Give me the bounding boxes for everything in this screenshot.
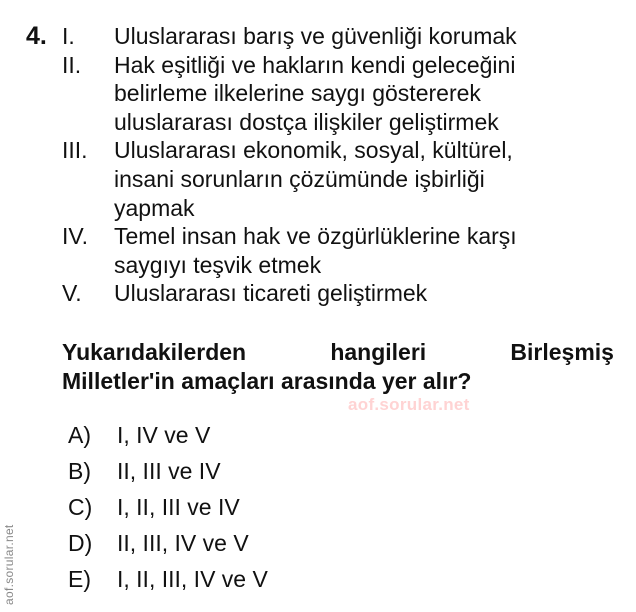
statement-5-line-1: Uluslararası ticareti geliştirmek xyxy=(114,280,428,307)
statement-3-numeral: III. xyxy=(62,137,88,164)
option-e-letter: E) xyxy=(68,566,91,592)
option-d-letter: D) xyxy=(68,530,93,556)
statement-2-line-2: belirleme ilkelerine saygı göstererek xyxy=(114,80,481,107)
statement-1 xyxy=(62,22,562,51)
statement-4-line-1: Temel insan hak ve özgürlüklerine karşı xyxy=(114,223,517,250)
site-watermark: aof.sorular.net xyxy=(348,395,470,414)
option-c-text: I, II, III ve IV xyxy=(117,494,240,520)
option-a-letter: A) xyxy=(68,422,91,448)
statement-3-line-1: Uluslararası ekonomik, sosyal, kültürel, xyxy=(114,137,513,164)
question-stem-line-2: Milletler'in amaçları arasında yer alır? xyxy=(62,367,472,394)
option-b-letter: B) xyxy=(68,458,91,484)
statement-3-line-3: yapmak xyxy=(114,194,195,221)
statement-2-numeral: II. xyxy=(62,51,82,78)
stem-word-2: hangileri xyxy=(330,339,427,365)
statement-4 xyxy=(62,222,562,279)
statement-3 xyxy=(62,136,562,222)
statement-1-line-1: Uluslararası barış ve güvenliği korumak xyxy=(114,23,517,49)
statement-4-line-2: saygıyı teşvik etmek xyxy=(114,251,322,278)
statement-list xyxy=(62,22,562,308)
stem-word-1: Yukarıdakilerden xyxy=(62,339,247,365)
statement-5-numeral: V. xyxy=(62,280,82,307)
question-stem xyxy=(62,338,614,395)
option-b-text: II, III ve IV xyxy=(117,458,221,484)
statement-1-numeral: I. xyxy=(62,23,75,49)
side-watermark: aof.sorular.net xyxy=(2,524,16,605)
option-c-letter: C) xyxy=(68,494,93,520)
stem-word-3: Birleşmiş xyxy=(510,339,614,365)
question-stem-line-1 xyxy=(62,338,614,367)
statement-3-line-2: insani sorunların çözümünde işbirliği xyxy=(114,165,485,192)
question-number: 4. xyxy=(26,22,47,50)
statement-5 xyxy=(62,279,562,308)
option-a-text: I, IV ve V xyxy=(117,422,211,448)
statement-4-numeral: IV. xyxy=(62,223,89,250)
statement-2 xyxy=(62,51,562,137)
option-e-text: I, II, III, IV ve V xyxy=(117,566,268,592)
statement-2-line-1: Hak eşitliği ve hakların kendi geleceğini xyxy=(114,51,516,78)
statement-2-line-3: uluslararası dostça ilişkiler geliştirmek xyxy=(114,108,499,135)
option-d-text: II, III, IV ve V xyxy=(117,530,249,556)
